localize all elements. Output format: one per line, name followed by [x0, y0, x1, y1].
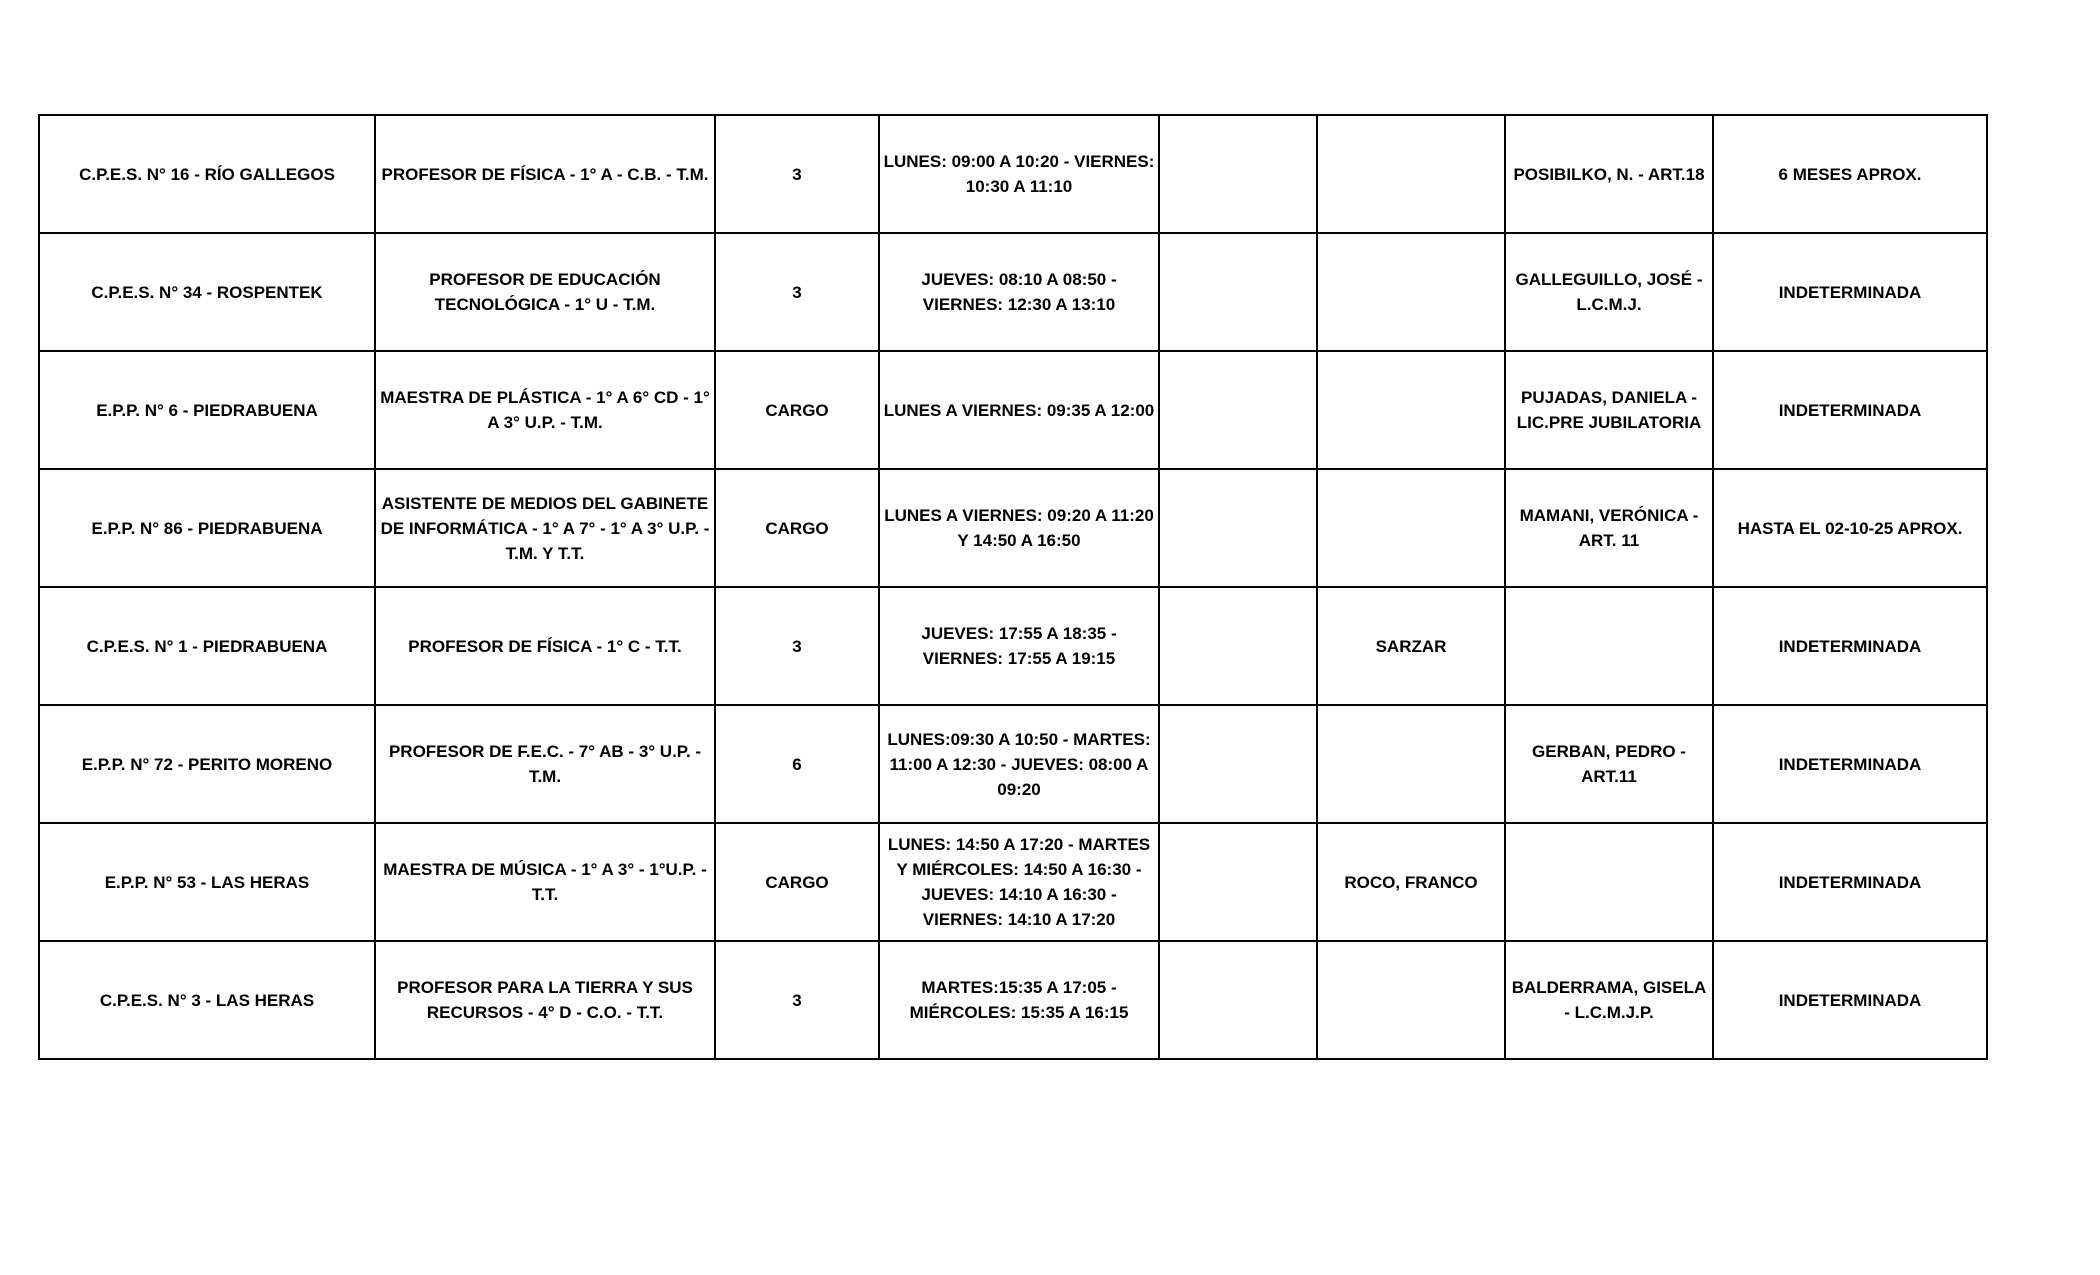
assigned-cell: [1317, 115, 1505, 233]
school-cell: E.P.P. N° 53 - LAS HERAS: [39, 823, 375, 941]
hours-cell: CARGO: [715, 823, 879, 941]
position-cell: ASISTENTE DE MEDIOS DEL GABINETE DE INFORMÁTICA - 1° A 7° - 1° A 3° U.P. - T.M. Y T.T.: [375, 469, 715, 587]
duration-cell: INDETERMINADA: [1713, 941, 1987, 1059]
table-row: [39, 233, 1987, 351]
schedule-cell: LUNES A VIERNES: 09:20 A 11:20 Y 14:50 A 16:50: [879, 469, 1159, 587]
blank-cell: [1159, 587, 1317, 705]
table-row: [39, 705, 1987, 823]
position-cell: PROFESOR DE F.E.C. - 7° AB - 3° U.P. - T.M.: [375, 705, 715, 823]
assigned-cell: [1317, 469, 1505, 587]
table-row: [39, 823, 1987, 941]
assigned-cell: [1317, 705, 1505, 823]
schedule-cell: LUNES:09:30 A 10:50 - MARTES: 11:00 A 12:30 - JUEVES: 08:00 A 09:20: [879, 705, 1159, 823]
blank-cell: [1159, 823, 1317, 941]
duration-cell: 6 MESES APROX.: [1713, 115, 1987, 233]
table-row: [39, 587, 1987, 705]
duration-cell: INDETERMINADA: [1713, 705, 1987, 823]
replaces-cell: POSIBILKO, N. - ART.18: [1505, 115, 1713, 233]
duration-cell: INDETERMINADA: [1713, 823, 1987, 941]
school-cell: C.P.E.S. N° 1 - PIEDRABUENA: [39, 587, 375, 705]
school-cell: C.P.E.S. N° 16 - RÍO GALLEGOS: [39, 115, 375, 233]
duration-cell: INDETERMINADA: [1713, 587, 1987, 705]
schedule-cell: JUEVES: 17:55 A 18:35 - VIERNES: 17:55 A 19:15: [879, 587, 1159, 705]
duration-cell: INDETERMINADA: [1713, 351, 1987, 469]
assigned-cell: ROCO, FRANCO: [1317, 823, 1505, 941]
blank-cell: [1159, 705, 1317, 823]
replaces-cell: [1505, 587, 1713, 705]
school-cell: C.P.E.S. N° 34 - ROSPENTEK: [39, 233, 375, 351]
hours-cell: 3: [715, 115, 879, 233]
position-cell: PROFESOR PARA LA TIERRA Y SUS RECURSOS - 4° D - C.O. - T.T.: [375, 941, 715, 1059]
school-cell: E.P.P. N° 72 - PERITO MORENO: [39, 705, 375, 823]
hours-cell: 6: [715, 705, 879, 823]
schedule-cell: LUNES: 09:00 A 10:20 - VIERNES: 10:30 A 11:10: [879, 115, 1159, 233]
schedule-cell: LUNES: 14:50 A 17:20 - MARTES Y MIÉRCOLES: 14:50 A 16:30 - JUEVES: 14:10 A 16:30 - VIERNES: 14:10 A 17:20: [879, 823, 1159, 941]
blank-cell: [1159, 115, 1317, 233]
assigned-cell: [1317, 233, 1505, 351]
schedule-cell: JUEVES: 08:10 A 08:50 - VIERNES: 12:30 A 13:10: [879, 233, 1159, 351]
replaces-cell: GALLEGUILLO, JOSÉ - L.C.M.J.: [1505, 233, 1713, 351]
hours-cell: 3: [715, 587, 879, 705]
assigned-cell: [1317, 941, 1505, 1059]
vacancies-table: [38, 114, 1988, 1060]
blank-cell: [1159, 941, 1317, 1059]
position-cell: PROFESOR DE FÍSICA - 1° A - C.B. - T.M.: [375, 115, 715, 233]
blank-cell: [1159, 351, 1317, 469]
school-cell: E.P.P. N° 6 - PIEDRABUENA: [39, 351, 375, 469]
blank-cell: [1159, 469, 1317, 587]
position-cell: PROFESOR DE FÍSICA - 1° C - T.T.: [375, 587, 715, 705]
table-row: [39, 115, 1987, 233]
hours-cell: 3: [715, 941, 879, 1059]
schedule-cell: MARTES:15:35 A 17:05 - MIÉRCOLES: 15:35 A 16:15: [879, 941, 1159, 1059]
table-row: [39, 941, 1987, 1059]
duration-cell: HASTA EL 02-10-25 APROX.: [1713, 469, 1987, 587]
replaces-cell: MAMANI, VERÓNICA - ART. 11: [1505, 469, 1713, 587]
position-cell: MAESTRA DE PLÁSTICA - 1° A 6° CD - 1° A 3° U.P. - T.M.: [375, 351, 715, 469]
position-cell: MAESTRA DE MÚSICA - 1° A 3° - 1°U.P. - T.T.: [375, 823, 715, 941]
school-cell: C.P.E.S. N° 3 - LAS HERAS: [39, 941, 375, 1059]
blank-cell: [1159, 233, 1317, 351]
replaces-cell: [1505, 823, 1713, 941]
position-cell: PROFESOR DE EDUCACIÓN TECNOLÓGICA - 1° U - T.M.: [375, 233, 715, 351]
table-row: [39, 469, 1987, 587]
replaces-cell: GERBAN, PEDRO - ART.11: [1505, 705, 1713, 823]
replaces-cell: BALDERRAMA, GISELA - L.C.M.J.P.: [1505, 941, 1713, 1059]
hours-cell: 3: [715, 233, 879, 351]
hours-cell: CARGO: [715, 469, 879, 587]
duration-cell: INDETERMINADA: [1713, 233, 1987, 351]
hours-cell: CARGO: [715, 351, 879, 469]
replaces-cell: PUJADAS, DANIELA - LIC.PRE JUBILATORIA: [1505, 351, 1713, 469]
schedule-cell: LUNES A VIERNES: 09:35 A 12:00: [879, 351, 1159, 469]
assigned-cell: [1317, 351, 1505, 469]
school-cell: E.P.P. N° 86 - PIEDRABUENA: [39, 469, 375, 587]
assigned-cell: SARZAR: [1317, 587, 1505, 705]
table-row: [39, 351, 1987, 469]
